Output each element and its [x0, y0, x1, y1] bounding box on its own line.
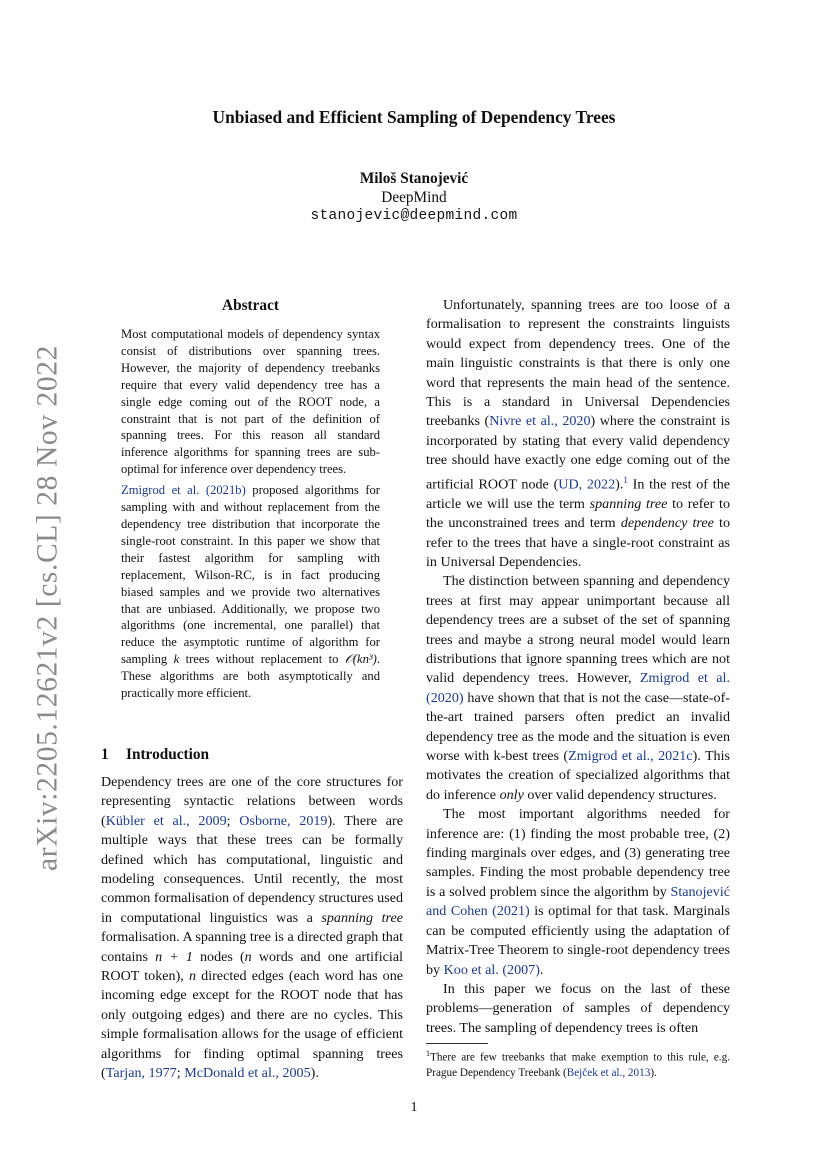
citation-link[interactable]: Stanojević and Cohen (2021) [426, 883, 730, 920]
abstract-heading: Abstract [222, 297, 279, 314]
right-paragraph-2 [426, 572, 730, 805]
paper-title: Unbiased and Efficient Sampling of Dependency Trees [212, 107, 616, 127]
math-complexity: 𝒪(kn³) [344, 652, 377, 667]
abstract-text: . These algorithms are both asymptotically and practically more efficient. [121, 652, 380, 701]
citation-link[interactable]: Tarjan, 1977 [105, 1065, 177, 1082]
emphasis: spanning tree [321, 909, 403, 926]
footnote [426, 1046, 730, 1082]
body-text: ; [176, 1065, 185, 1082]
math-var: n [188, 968, 196, 985]
citation-link[interactable]: UD, 2022 [558, 476, 616, 493]
footnote-marker[interactable]: 1 [623, 474, 628, 485]
right-paragraph-3 [426, 805, 730, 980]
body-text: ). [310, 1065, 319, 1082]
body-text: directed edges (each word has one incoming edge except for the ROOT node that has only outgoing edges) and there are no cycles. This simple formalisation allows for the usage of efficient algorithms for finding optimal spanning trees ( [101, 968, 403, 1082]
body-text: ). There are multiple ways that these trees can be formally defined which has computational, linguistic and modeling consequences. Until recently, the most common formalisation of dependency structures used in computational linguistics was a [101, 812, 403, 926]
body-text: In the rest of the article we will use the term [426, 476, 730, 512]
arxiv-stamp: arXiv:2205.12621v2 [cs.CL] 28 Nov 2022 [31, 345, 64, 871]
body-text: The distinction between spanning and dependency trees at first may appear unimportant because all dependency trees are a subset of the set of spanning trees and maybe a strong neural model would learn distributions that ignore spanning trees which are not valid dependency trees. However, [426, 573, 730, 687]
emphasis: only [499, 786, 524, 803]
author-affiliation: DeepMind [381, 189, 447, 206]
body-text: Unfortunately, spanning trees are too loose of a formalisation to represent the constraints linguists would expect from dependency trees. One of the main linguistic constraints is that there is only one word that represents the main head of the sentence. This is a standard in Universal Dependencies treebanks ( [426, 297, 730, 430]
body-text: Dependency trees are one of the core structures for representing syntactic relations between words ( [101, 774, 403, 829]
section-heading-introduction [101, 746, 209, 764]
footnote-number: 1 [426, 1049, 430, 1058]
body-text: over valid dependency structures. [523, 786, 717, 803]
right-column-body [426, 296, 730, 1038]
section-number: 1 [101, 746, 109, 763]
citation-link[interactable]: Zmigrod et al., 2021c [568, 748, 693, 765]
body-text: ) where the constraint is incorporated by stating that every valid dependency tree should have exactly one edge coming out of the artificial ROOT node ( [426, 413, 730, 493]
author-name: Miloš Stanojević [359, 170, 469, 187]
emphasis: spanning tree [589, 495, 668, 512]
math-var: k [173, 652, 180, 667]
citation-link[interactable]: Kübler et al., 2009 [105, 812, 227, 829]
citation-link[interactable]: Zmigrod et al. (2020) [426, 670, 730, 706]
body-text: formalisation. A spanning tree is a directed graph that contains [101, 929, 403, 965]
body-text: nodes ( [192, 948, 245, 965]
footnote-text: There are few treebanks that make exemption to this rule, e.g. Prague Dependency Treebank ( [426, 1051, 730, 1080]
body-text: have shown that that is not the case—state-of-the-art trained parsers often predict an invalid dependency tree as the mode and the situation is even worse with k-best trees ( [426, 689, 730, 765]
page-number: 1 [410, 1099, 418, 1115]
body-text: words and one artificial ROOT token), [101, 948, 403, 985]
body-text: is optimal for that task. Marginals can be computed efficiently using the adaptation of Matrix-Tree Theorem to single-root dependency trees by [426, 903, 730, 978]
body-text: ). [615, 476, 624, 493]
right-paragraph-1 [426, 296, 730, 572]
body-text: The most important algorithms needed for inference are: (1) finding the most probable tree, (2) finding marginals over edges, and (3) generating tree samples. Finding the most probable dependency tree is a solved problem since the algorithm by [426, 806, 730, 900]
body-text: . [539, 961, 544, 978]
body-text: to refer to the trees that have a single-root constraint as in Universal Dependencies. [426, 515, 730, 570]
footnote-text: ). [650, 1067, 657, 1080]
citation-link[interactable]: Zmigrod et al. (2021b) [121, 483, 246, 498]
left-column-body [101, 773, 403, 1084]
citation-link[interactable]: Osborne, 2019 [239, 812, 328, 829]
footnote-rule [426, 1043, 488, 1044]
abstract-text: proposed algorithms for sampling with and without replacement from the dependency tree distribution that incorporate the single-root constraint. In this paper we show that their fastest algorithm for sampling with replacement, Wilson-RC, is in fact producing biased samples and we provide two alternatives that are unbiased. Additionally, we propose two algorithms (one incremental, one parallel) that reduce the asymptotic runtime of algorithm for sampling [121, 483, 381, 667]
citation-link[interactable]: Nivre et al., 2020 [489, 413, 591, 430]
right-paragraph-4: In this paper we focus on the last of these problems—generation of samples of dependency trees. The sampling of dependency trees is often [426, 980, 730, 1036]
citation-link[interactable]: Koo et al. (2007) [443, 961, 540, 978]
body-text: ; [226, 812, 240, 829]
author-email: stanojevic@deepmind.com [310, 208, 518, 224]
abstract-paragraph-2 [121, 482, 380, 702]
abstract-paragraph-1: Most computational models of dependency syntax consist of distributions over spanning trees. However, the majority of dependency treebanks require that every valid dependency tree has a single edge coming out of the ROOT node, a constraint that is not part of the definition of spanning trees. For this reason all standard inference algorithms for spanning trees are sub-optimal for inference over dependency trees. [121, 327, 380, 477]
body-text: ). This motivates the creation of specialized algorithms that do inference [426, 748, 730, 803]
intro-paragraph-1 [101, 773, 403, 1084]
abstract-body [121, 326, 380, 702]
abstract-text: trees without replacement to [179, 652, 345, 667]
section-title: Introduction [126, 746, 210, 763]
emphasis: dependency tree [620, 515, 714, 532]
math-expr: n + 1 [155, 948, 193, 965]
citation-link[interactable]: Bejček et al., 2013 [566, 1067, 651, 1080]
math-var: n [244, 948, 252, 965]
citation-link[interactable]: McDonald et al., 2005 [184, 1065, 311, 1082]
body-text: to refer to the unconstrained trees and term [426, 495, 731, 532]
